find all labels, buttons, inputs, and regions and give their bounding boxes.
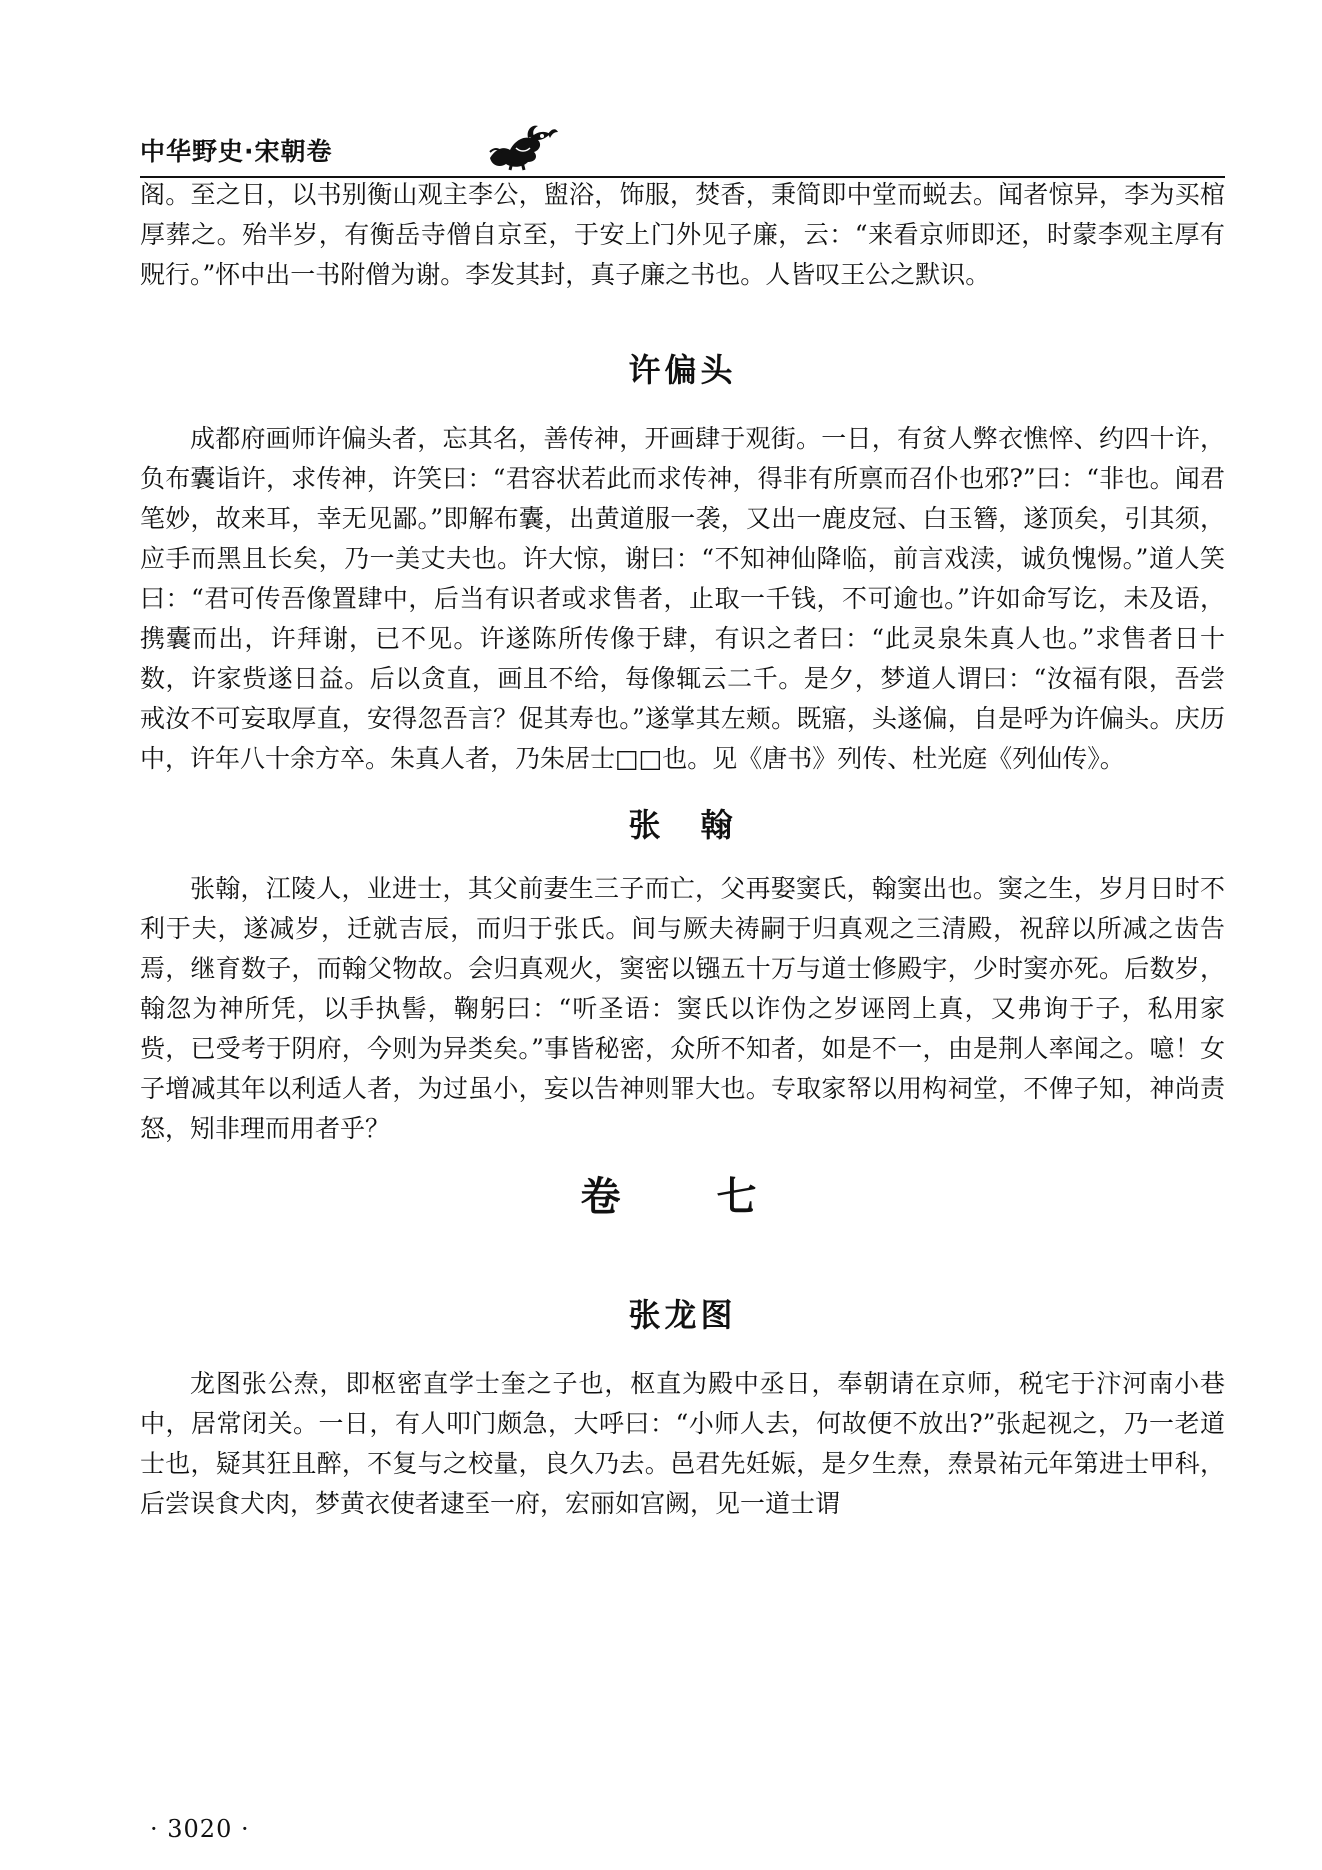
section-title-zhang-longtu: 张龙图 [628, 1296, 737, 1334]
paragraph-zhang-han: 张翰，江陵人，业进士，其父前妻生三子而亡，父再娶窦氏，翰窦出也。窦之生，岁月日时不利于夫，遂减岁，迁就吉辰，而归于张氏。间与厥夫祷嗣于归真观之三清殿，祝辞以所减之齿告焉，继育数子，而翰父物故。会归真观火，窦密以镪五十万与道士修殿宇，少时窦亦死。后数岁，翰忽为神所凭，以手执髻，鞠躬曰：“听圣语：窦氏以诈伪之岁诬罔上真，又弗询于子，私用家赀，已受考于阴府，今则为异类矣。”事皆秘密，众所不知者，如是不一，由是荆人率闻之。噫！女子增减其年以利适人者，为过虽小，妄以告神则罪大也。专取家帑以用构祠堂，不俾子知，神尚责怒，矧非理而用者乎？ [140, 874, 1225, 1143]
section-title-zhang-han: 张 翰 [628, 806, 737, 844]
section-title-xu-piantou: 许偏头 [628, 351, 737, 389]
page-number: · 3020 · [150, 1815, 250, 1843]
paragraph-zhang-longtu: 龙图张公焘，即枢密直学士奎之子也，枢直为殿中丞日，奉朝请在京师，税宅于汴河南小巷中，居常闭关。一日，有人叩门颇急，大呼曰：“小师人去，何故便不放出?”张起视之，乃一老道士也，疑其狂且醉，不复与之校量，良久乃去。邑君先妊娠，是夕生焘，焘景祐元年第进士甲科，后尝误食犬肉，梦黄衣使者逮至一府，宏丽如宫阙，见一道士谓 [140, 1369, 1225, 1518]
dragon-icon [482, 118, 560, 174]
running-header [140, 118, 1225, 178]
paragraph-xu-piantou: 成都府画师许偏头者，忘其名，善传神，开画肆于观街。一日，有贫人弊衣憔悴、约四十许，负布囊诣许，求传神，许笑曰：“君容状若此而求传神，得非有所禀而召仆也邪?”曰：“非也。闻君笔妙，故来耳，幸无见鄙。”即解布囊，出黄道服一袭，又出一鹿皮冠、白玉簪，遂顶矣，引其须，应手而黑且长矣，乃一美丈夫也。许大惊，谢曰：“不知神仙降临，前言戏渎，诚负愧惕。”道人笑曰：“君可传吾像置肆中，后当有识者或求售者，止取一千钱，不可逾也。”许如命写讫，未及语，携囊而出，许拜谢，已不见。许遂陈所传像于肆，有识之者曰：“此灵泉朱真人也。”求售者日十数，许家赀遂日益。后以贪直，画且不给，每像辄云二千。是夕，梦道人谓曰：“汝福有限，吾尝戒汝不可妄取厚直，安得忽吾言？促其寿也。”遂掌其左颊。既寤，头遂偏，自是呼为许偏头。庆历中，许年八十余方卒。朱真人者，乃朱居士□□也。见《唐书》列传、杜光庭《列仙传》。 [140, 424, 1225, 773]
book-title: 中华野史·宋朝卷 [140, 137, 333, 166]
paragraph-continued: 阁。至之日，以书别衡山观主李公，盥浴，饰服，焚香，秉简即中堂而蜕去。闻者惊异，李为买棺厚葬之。殆半岁，有衡岳寺僧自京至，于安上门外见子廉，云：“来看京师即还，时蒙李观主厚有贶行。”怀中出一书附僧为谢。李发其封，真子廉之书也。人皆叹王公之默识。 [140, 180, 1225, 289]
volume-title: 卷 七 [580, 1174, 785, 1220]
